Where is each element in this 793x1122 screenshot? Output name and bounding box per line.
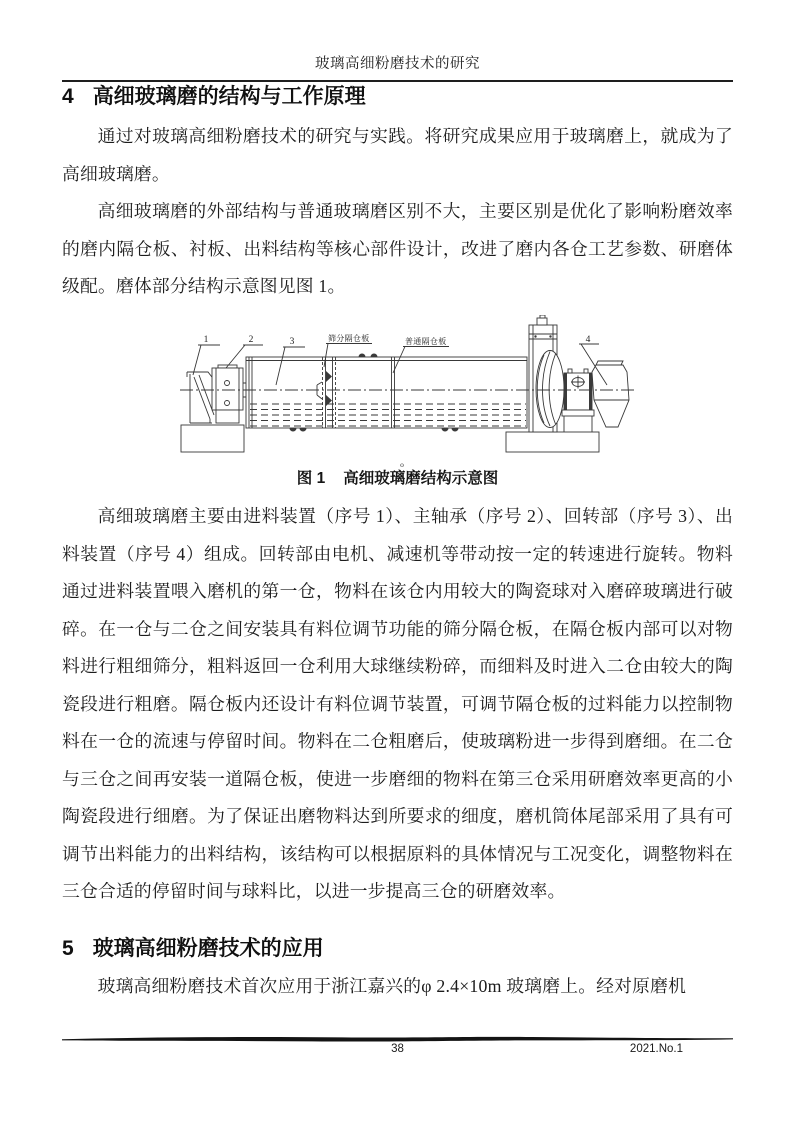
svg-text:筛分隔仓板: 筛分隔仓板	[328, 334, 370, 343]
figure-caption-text: 高细玻璃磨结构示意图	[343, 470, 499, 487]
main-bearing	[212, 365, 246, 423]
header-rule	[62, 80, 733, 82]
svg-text:普通隔仓板: 普通隔仓板	[405, 337, 447, 346]
section-4-title: 高细玻璃磨的结构与工作原理	[92, 85, 366, 108]
section-5-number: 5	[62, 937, 74, 960]
svg-text:3: 3	[289, 337, 295, 347]
figure-caption-label: 图 1	[296, 470, 326, 487]
footer-issue: 2021.No.1	[629, 1043, 683, 1055]
feed-device	[187, 372, 215, 423]
footer-page-number: 38	[391, 1043, 404, 1055]
gear-end-cover	[536, 351, 564, 428]
page-content	[62, 0, 733, 1122]
paragraph-working-principle: 高细玻璃磨主要由进料装置（序号 1）、主轴承（序号 2）、回转部（序号 3）、出料装置（序号 4）组成。回转部由电机、减速机等带动按一定的转速进行旋转。物料通过进料装置喂入磨机的第一仓，物料在该仓内用较大的陶瓷球对入磨碎玻璃进行破碎。在一仓与二仓之间安装具有料位调节功能的筛分隔仓板，在隔仓板内部可以对物料进行粗细筛分，粗料返回一仓利用大球继续粉碎，而细料及时进入二仓由较大的陶瓷段进行粗磨。隔仓板内还设计有料位调节装置，可调节隔仓板的过料能力以控制物料在一仓的流速与停留时间。物料在二仓粗磨后，使玻璃粉进一步得到磨细。在二仓与三仓之间再安装一道隔仓板，使进一步磨细的物料在第三仓采用研磨效率更高的小陶瓷段进行细磨。为了保证出磨物料达到所要求的细度，磨机筒体尾部采用了具有可调节出料能力的出料结构，该结构可以根据原料的具体情况与工况变化，调整物料在三仓合适的停留时间与球料比，以进一步提高三仓的研磨效率。	[62, 506, 733, 901]
manhole-bottom	[300, 428, 307, 432]
left-foundation	[181, 425, 244, 452]
rotary-drum	[246, 354, 527, 432]
running-head-title: 玻璃高细粉磨技术的研究	[315, 56, 480, 72]
manhole-bottom	[290, 428, 297, 432]
manhole-top	[359, 354, 366, 358]
manhole-bottom	[442, 428, 449, 432]
stray-mark: o	[400, 460, 404, 468]
svg-text:2: 2	[248, 335, 254, 345]
manhole-top	[371, 354, 378, 358]
section-4-number: 4	[62, 85, 74, 108]
figure-1-caption	[62, 468, 733, 490]
paragraph-intro: 通过对玻璃高细粉磨技术的研究与实践。将研究成果应用于玻璃磨上，就成为了高细玻璃磨。	[62, 126, 733, 184]
svg-text:1: 1	[203, 335, 209, 345]
mill-structure-diagram	[174, 315, 639, 468]
section-5-title: 玻璃高细粉磨技术的应用	[92, 937, 324, 960]
right-foundation	[506, 432, 599, 452]
paragraph-structure-overview: 高细玻璃磨的外部结构与普通玻璃磨区别不大，主要区别是优化了影响粉磨效率的磨内隔仓板、衬板、出料结构等核心部件设计，改进了磨内各仓工艺参数、研磨体级配。磨体部分结构示意图见图 1。	[62, 201, 733, 296]
manhole-bottom	[452, 428, 459, 432]
svg-text:4: 4	[585, 335, 591, 345]
figure-1	[174, 315, 639, 468]
section-5-heading	[62, 936, 324, 962]
discharge-bearing	[562, 369, 594, 432]
section-4-heading	[62, 84, 366, 110]
paragraph-application: 玻璃高细粉磨技术首次应用于浙江嘉兴的φ 2.4×10m 玻璃磨上。经对原磨机	[97, 976, 687, 996]
